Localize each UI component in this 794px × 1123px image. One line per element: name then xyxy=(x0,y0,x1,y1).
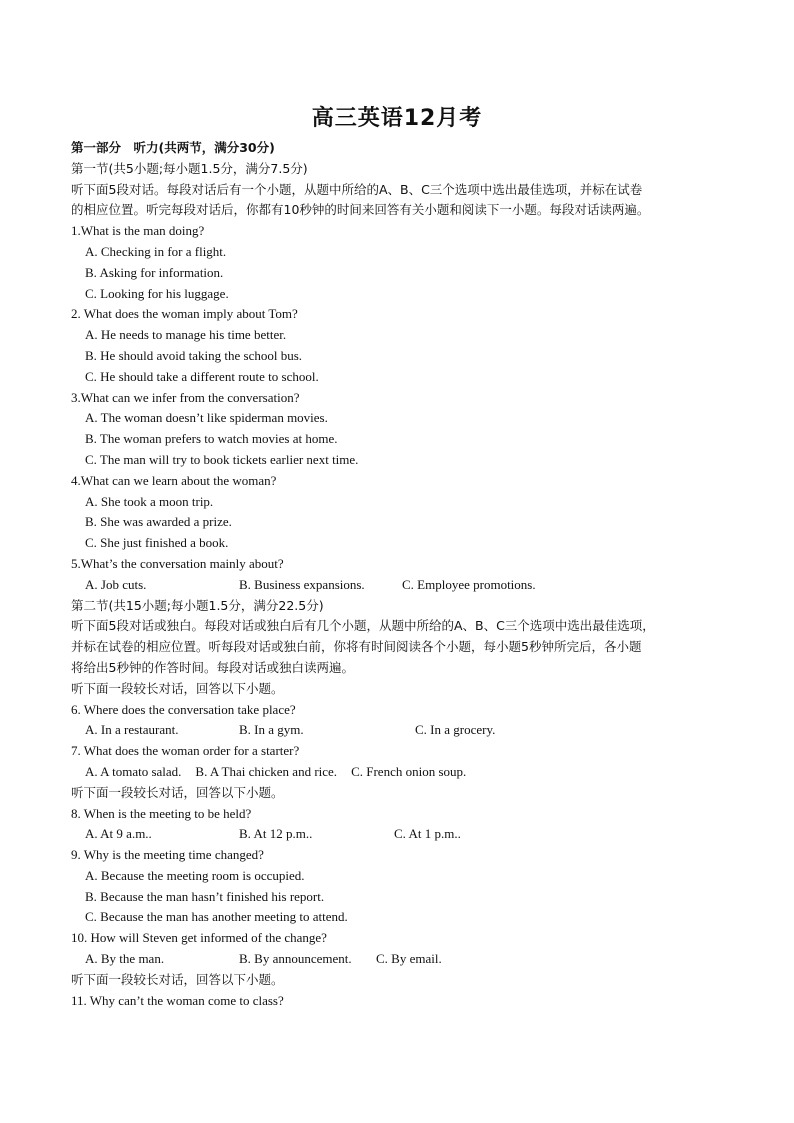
question-1: 1.What is the man doing? xyxy=(71,223,205,239)
question-10-option-c: C. By email. xyxy=(376,951,442,967)
section1-instruction-line: 听下面5段对话。每段对话后有一个小题，从题中所给的A、B、C三个选项中选出最佳选项，并标在试卷 xyxy=(71,181,643,197)
question-9-option-c: C. Because the man has another meeting to attend. xyxy=(85,909,348,925)
page-title: 高三英语12月考 xyxy=(311,106,483,131)
question-3-option-b: B. The woman prefers to watch movies at home. xyxy=(85,431,338,447)
question-10-option-b: B. By announcement. xyxy=(239,951,352,967)
question-7: 7. What does the woman order for a starter? xyxy=(71,743,300,759)
question-5-option-a: A. Job cuts. xyxy=(85,576,147,592)
question-8-option-b: B. At 12 p.m.. xyxy=(239,826,313,842)
section2-instruction-line: 并标在试卷的相应位置。听每段对话或独白前，你将有时间阅读各个小题，每小题5秒钟所完后，各小题 xyxy=(71,639,642,655)
question-6-option-b: B. In a gym. xyxy=(239,722,304,738)
section1-instruction-line: 的相应位置。听完每段对话后，你都有10秒钟的时间来回答有关小题和阅读下一小题。每段对话读两遍。 xyxy=(71,202,650,218)
question-8-options xyxy=(71,824,731,845)
question-10-options xyxy=(71,949,731,970)
part1-heading: 第一部分 听力(共两节，满分30分) xyxy=(71,140,275,155)
question-9: 9. Why is the meeting time changed? xyxy=(71,847,264,863)
question-7-option-a: A. A tomato salad. xyxy=(85,763,182,779)
section2-heading: 第二节(共15小题;每小题1.5分，满分22.5分) xyxy=(71,597,324,613)
question-10: 10. How will Steven get informed of the change? xyxy=(71,930,327,946)
section2-instruction-line: 听下面5段对话或独白。每段对话或独白后有几个小题，从题中所给的A、B、C三个选项中选出最佳选项， xyxy=(71,618,655,634)
question-2-option-c: C. He should take a different route to school. xyxy=(85,368,319,384)
question-6-option-a: A. In a restaurant. xyxy=(85,722,179,738)
question-5-option-b: B. Business expansions. xyxy=(239,576,365,592)
question-9-option-a: A. Because the meeting room is occupied. xyxy=(85,867,305,883)
question-4-option-a: A. She took a moon trip. xyxy=(85,493,214,509)
exam-content xyxy=(71,138,731,1011)
question-3: 3.What can we infer from the conversation? xyxy=(71,389,300,405)
question-11: 11. Why can’t the woman come to class? xyxy=(71,992,284,1008)
question-7-option-c: C. French onion soup. xyxy=(351,763,467,779)
question-8-option-c: C. At 1 p.m.. xyxy=(394,826,461,842)
question-1-option-a: A. Checking in for a flight. xyxy=(85,243,227,259)
question-3-option-a: A. The woman doesn’t like spiderman movies. xyxy=(85,410,328,426)
question-6-options xyxy=(71,720,731,741)
question-6-option-c: C. In a grocery. xyxy=(415,722,496,738)
listen-prompt: 听下面一段较长对话，回答以下小题。 xyxy=(71,971,284,987)
question-6: 6. Where does the conversation take place? xyxy=(71,701,296,717)
question-5: 5.What’s the conversation mainly about? xyxy=(71,555,284,571)
question-2: 2. What does the woman imply about Tom? xyxy=(71,306,298,322)
question-7-options xyxy=(71,762,731,783)
question-10-option-a: A. By the man. xyxy=(85,951,165,967)
question-4-option-c: C. She just finished a book. xyxy=(85,535,229,551)
question-7-option-b: B. A Thai chicken and rice. xyxy=(195,763,338,779)
question-1-option-c: C. Looking for his luggage. xyxy=(85,285,229,301)
question-3-option-c: C. The man will try to book tickets earlier next time. xyxy=(85,451,359,467)
question-2-option-b: B. He should avoid taking the school bus. xyxy=(85,347,303,363)
question-4: 4.What can we learn about the woman? xyxy=(71,472,277,488)
question-5-option-c: C. Employee promotions. xyxy=(402,576,536,592)
question-2-option-a: A. He needs to manage his time better. xyxy=(85,327,287,343)
question-1-option-b: B. Asking for information. xyxy=(85,264,224,280)
listen-prompt: 听下面一段较长对话，回答以下小题。 xyxy=(71,680,284,696)
question-8: 8. When is the meeting to be held? xyxy=(71,805,252,821)
question-4-option-b: B. She was awarded a prize. xyxy=(85,514,232,530)
question-8-option-a: A. At 9 a.m.. xyxy=(85,826,152,842)
section2-instruction-line: 将给出5秒钟的作答时间。每段对话或独白读两遍。 xyxy=(71,659,354,675)
section1-heading: 第一节(共5小题;每小题1.5分，满分7.5分) xyxy=(71,160,308,176)
listen-prompt: 听下面一段较长对话，回答以下小题。 xyxy=(71,784,284,800)
question-9-option-b: B. Because the man hasn’t finished his report. xyxy=(85,888,325,904)
question-5-options xyxy=(71,575,731,596)
